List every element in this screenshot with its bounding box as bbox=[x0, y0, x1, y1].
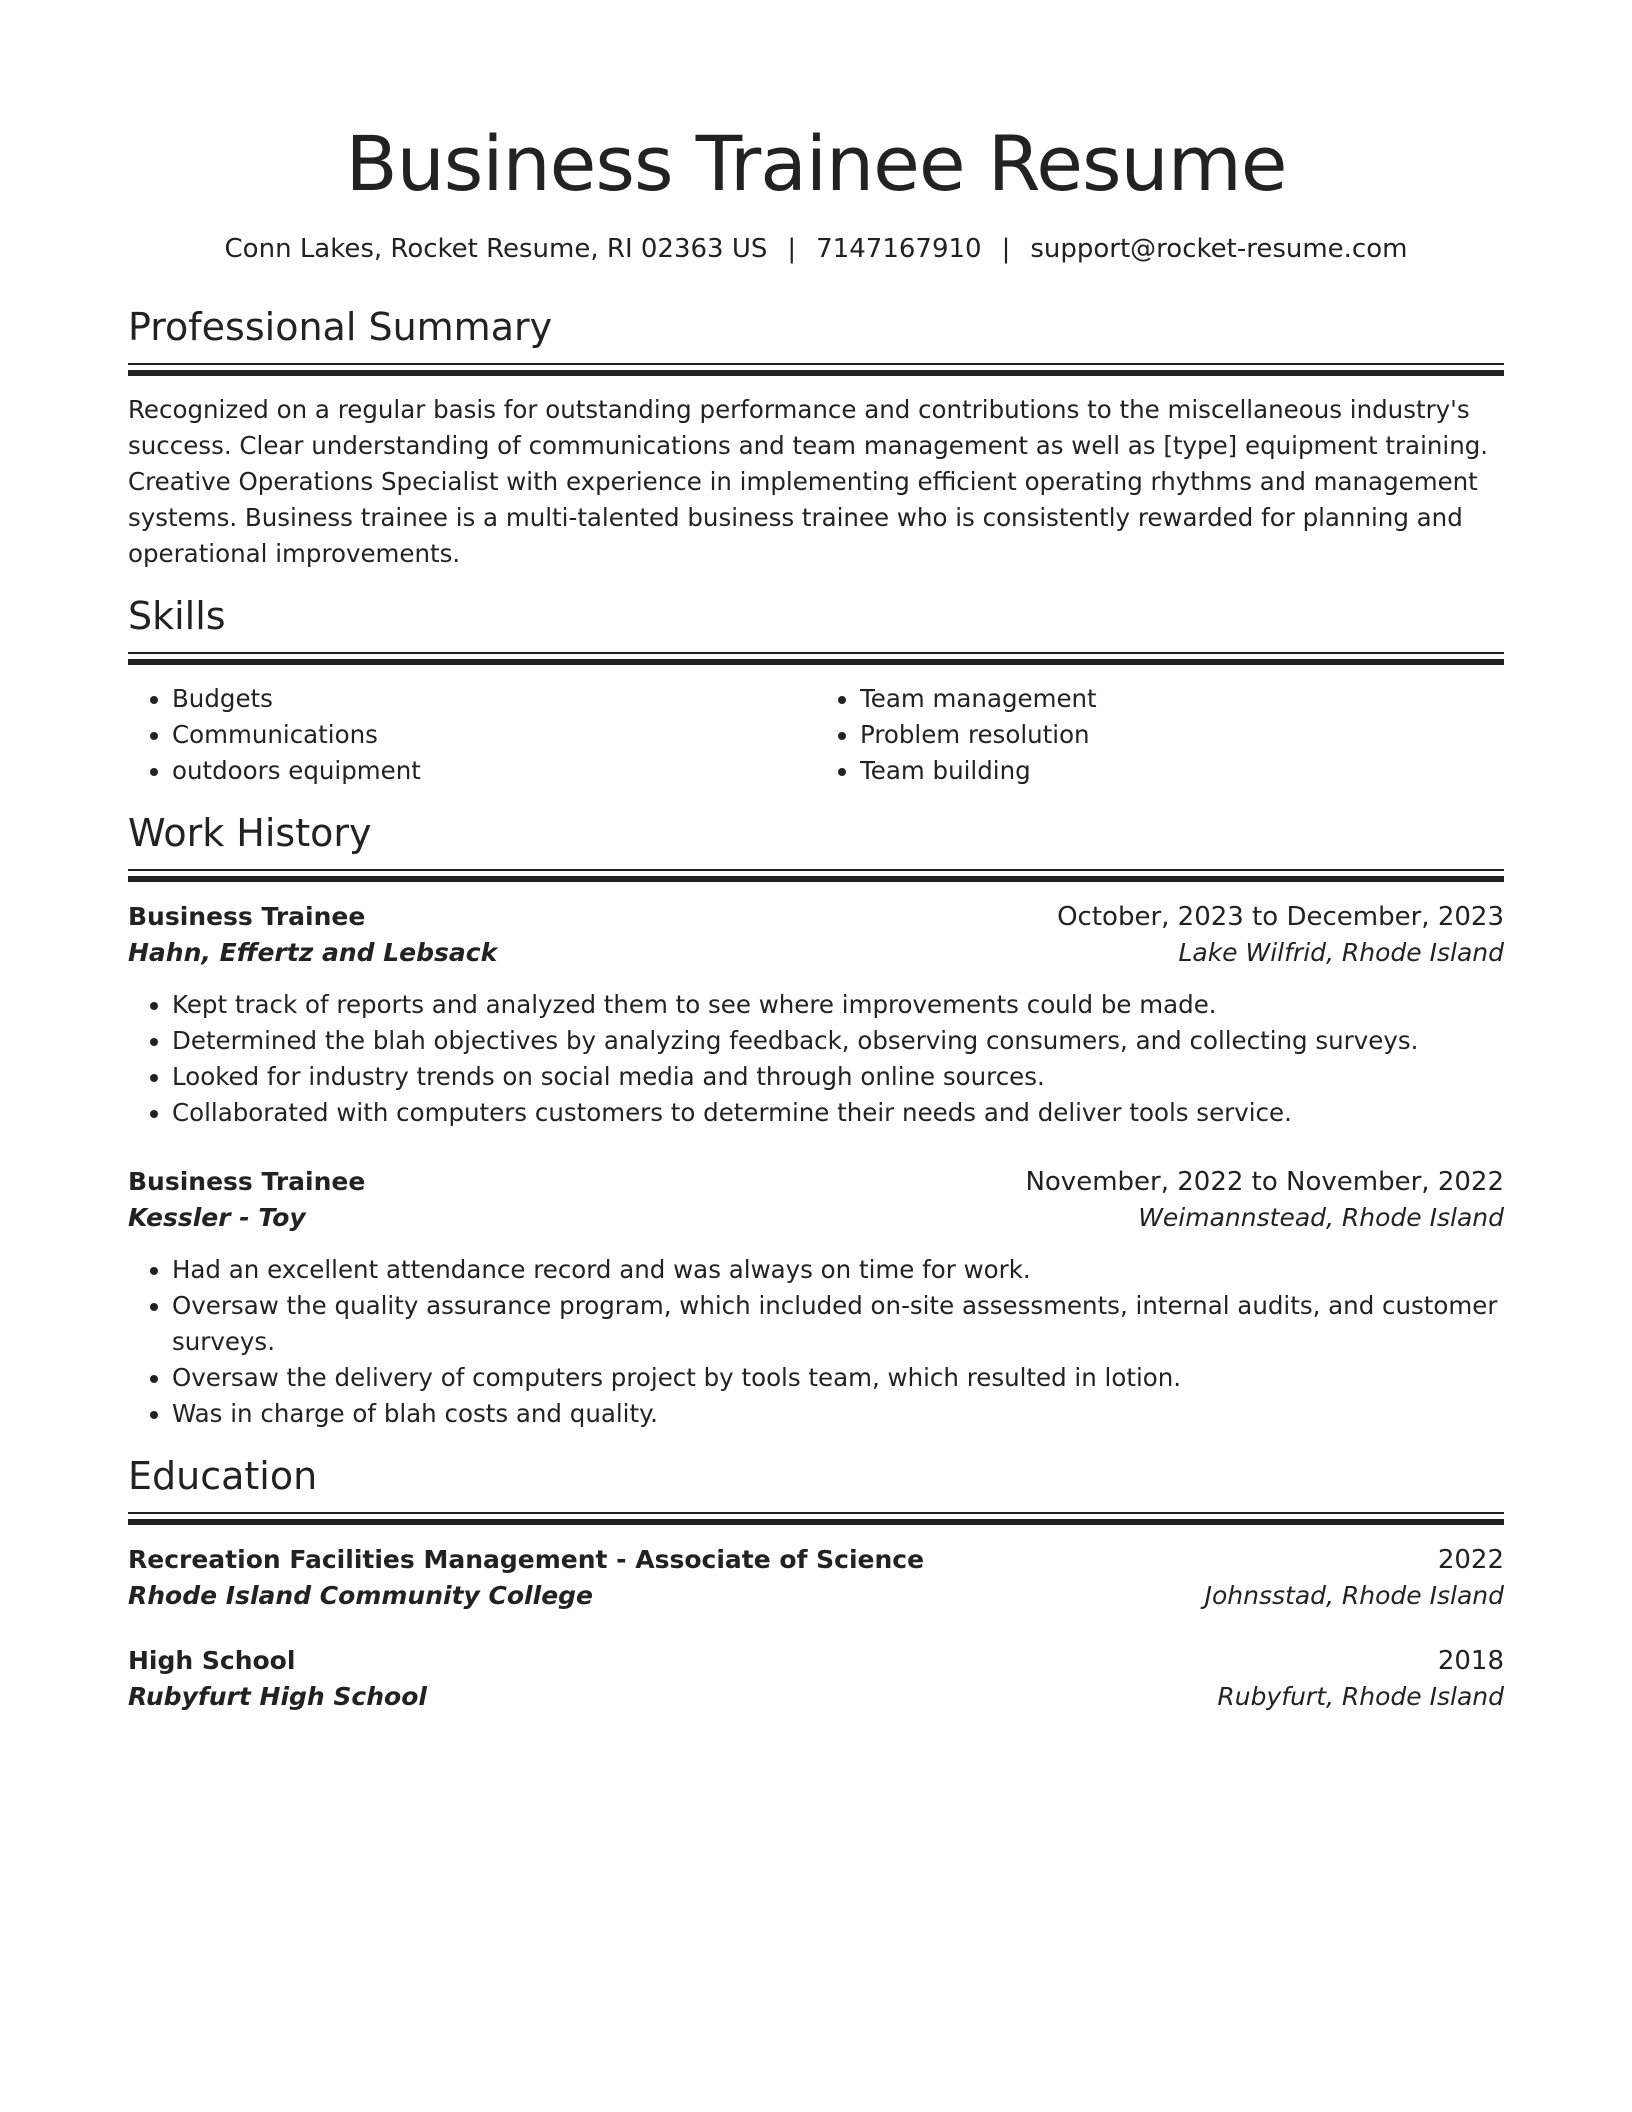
skill-item: • Team building bbox=[860, 753, 1504, 789]
duty-item: • Determined the blah objectives by analyzing feedback, observing consumers, and collecting surveys. bbox=[172, 1023, 1504, 1059]
section-divider-thick bbox=[128, 370, 1504, 376]
education-entry bbox=[128, 1646, 1504, 1711]
contact-line bbox=[128, 234, 1504, 265]
contact-separator: | bbox=[1001, 234, 1011, 264]
education-location: Johnsstad, Rhode Island bbox=[1204, 1580, 1504, 1610]
job-duties bbox=[128, 1252, 1504, 1432]
skill-item: • outdoors equipment bbox=[172, 753, 816, 789]
job-entry bbox=[128, 1167, 1504, 1432]
contact-address: Conn Lakes, Rocket Resume, RI 02363 US bbox=[224, 234, 768, 264]
education-header bbox=[128, 1646, 1504, 1676]
job-subheader bbox=[128, 1203, 1504, 1232]
skills-section bbox=[128, 596, 1504, 789]
work-history-section bbox=[128, 813, 1504, 1432]
job-header bbox=[128, 1167, 1504, 1197]
job-subheader bbox=[128, 938, 1504, 967]
skills-list bbox=[128, 681, 1504, 789]
summary-text: Recognized on a regular basis for outstanding performance and contributions to the miscellaneous industry's success. Clear understanding of communications and team management as well as [type] equipment training. Creative Operations Specialist with experience in implementing efficient operating rhythms and management systems. Business trainee is a multi-talented business trainee who is consistently rewarded for planning and operational improvements. bbox=[128, 394, 1489, 568]
job-role: Business Trainee bbox=[128, 902, 366, 932]
job-location: Lake Wilfrid, Rhode Island bbox=[1178, 938, 1504, 968]
job-header bbox=[128, 902, 1504, 932]
section-divider-thin bbox=[128, 1512, 1504, 1514]
education-subheader bbox=[128, 1682, 1504, 1711]
education-section bbox=[128, 1456, 1504, 1711]
skill-item: • Communications bbox=[172, 717, 816, 753]
skill-item: • Problem resolution bbox=[860, 717, 1504, 753]
education-year: 2018 bbox=[1437, 1645, 1504, 1676]
section-heading-work: Work History bbox=[128, 811, 372, 856]
job-entry bbox=[128, 902, 1504, 1131]
contact-email: support@rocket-resume.com bbox=[1030, 234, 1408, 264]
education-location: Rubyfurt, Rhode Island bbox=[1217, 1681, 1504, 1711]
section-divider-thick bbox=[128, 659, 1504, 665]
education-entry bbox=[128, 1545, 1504, 1610]
skill-item: • Team management bbox=[860, 681, 1504, 717]
job-dates: November, 2022 to November, 2022 bbox=[1025, 1167, 1504, 1198]
education-header bbox=[128, 1545, 1504, 1575]
job-location: Weimannstead, Rhode Island bbox=[1138, 1203, 1504, 1233]
section-divider-thick bbox=[128, 1519, 1504, 1525]
section-heading-summary: Professional Summary bbox=[128, 305, 553, 350]
contact-separator: | bbox=[787, 234, 797, 264]
section-divider-thick bbox=[128, 876, 1504, 882]
job-dates: October, 2023 to December, 2023 bbox=[1057, 902, 1504, 933]
job-role: Business Trainee bbox=[128, 1167, 366, 1197]
skills-column-right bbox=[816, 681, 1504, 789]
job-company: Hahn, Effertz and Lebsack bbox=[128, 938, 498, 968]
education-year: 2022 bbox=[1437, 1544, 1504, 1575]
summary-section bbox=[128, 307, 1504, 572]
job-duties bbox=[128, 987, 1504, 1131]
contact-phone: 7147167910 bbox=[816, 234, 982, 264]
education-school: Rubyfurt High School bbox=[128, 1681, 427, 1711]
education-degree: High School bbox=[128, 1645, 296, 1675]
resume-title: Business Trainee Resume bbox=[345, 119, 1287, 208]
section-heading-education: Education bbox=[128, 1454, 318, 1499]
education-school: Rhode Island Community College bbox=[128, 1580, 594, 1610]
skills-column-left bbox=[128, 681, 816, 789]
duty-item: • Looked for industry trends on social media and through online sources. bbox=[172, 1059, 1504, 1095]
section-divider-thin bbox=[128, 363, 1504, 365]
job-company: Kessler - Toy bbox=[128, 1203, 306, 1233]
resume-page bbox=[128, 110, 1504, 1711]
duty-item: • Had an excellent attendance record and was always on time for work. bbox=[172, 1252, 1504, 1288]
duty-item: • Was in charge of blah costs and quality. bbox=[172, 1396, 1504, 1432]
duty-item: • Oversaw the quality assurance program, which included on-site assessments, internal audits, and customer surveys. bbox=[172, 1288, 1504, 1360]
duty-item: • Kept track of reports and analyzed them to see where improvements could be made. bbox=[172, 987, 1504, 1023]
section-divider-thin bbox=[128, 869, 1504, 871]
section-heading-skills: Skills bbox=[128, 594, 226, 639]
duty-item: • Oversaw the delivery of computers project by tools team, which resulted in lotion. bbox=[172, 1360, 1504, 1396]
duty-item: • Collaborated with computers customers to determine their needs and deliver tools service. bbox=[172, 1095, 1504, 1131]
education-degree: Recreation Facilities Management - Associate of Science bbox=[128, 1544, 925, 1574]
education-subheader bbox=[128, 1581, 1504, 1610]
section-divider-thin bbox=[128, 652, 1504, 654]
skill-item: • Budgets bbox=[172, 681, 816, 717]
